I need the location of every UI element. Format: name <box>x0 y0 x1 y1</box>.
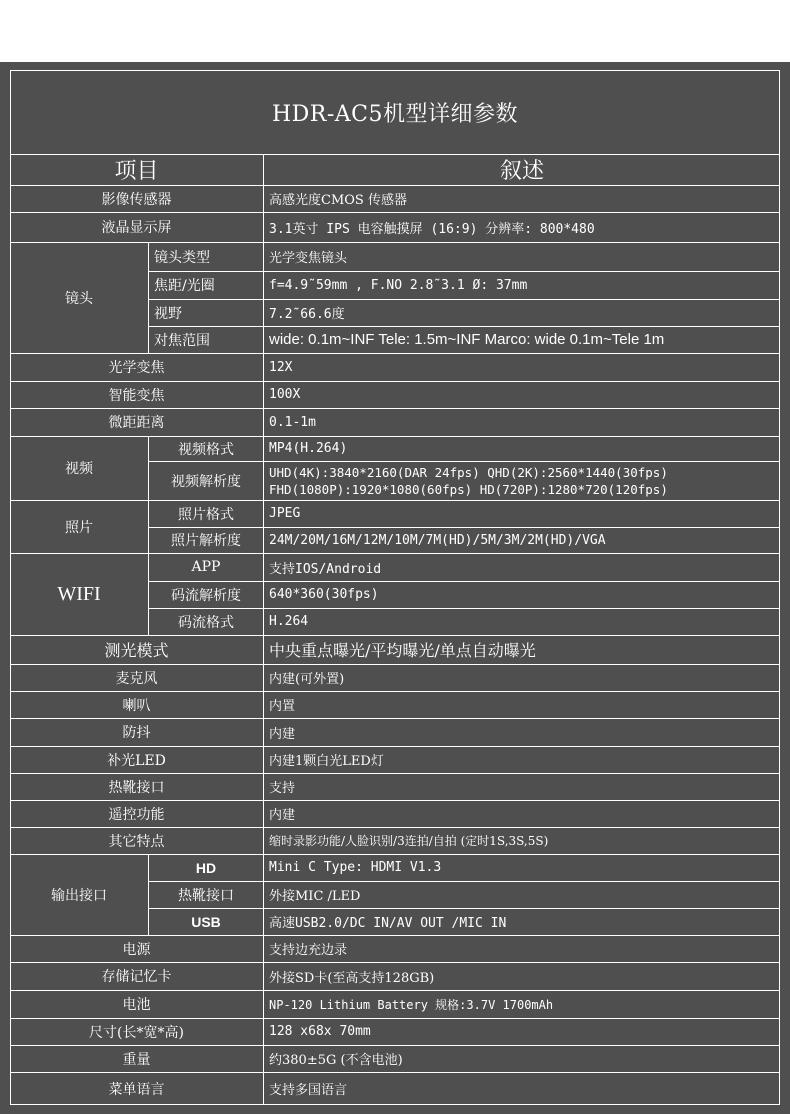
value-image-sensor: 高感光度CMOS 传感器 <box>269 193 407 208</box>
label-stream-resolution: 码流解析度 <box>171 587 241 604</box>
value-output-usb: 高速USB2.0/DC IN/AV OUT /MIC IN <box>269 916 507 931</box>
label-smart-zoom: 智能变焦 <box>108 387 165 404</box>
label-stabilizer: 防抖 <box>122 725 151 741</box>
label-wifi-app: APP <box>191 559 221 575</box>
column-header-description: 叙述 <box>499 159 544 184</box>
value-lcd: 3.1英寸 IPS 电容触摸屏 (16:9) 分辨率: 800*480 <box>269 221 595 237</box>
value-weight: 约380±5G (不含电池) <box>269 1053 403 1068</box>
label-image-sensor: 影像传感器 <box>101 191 172 208</box>
label-photo-resolution: 照片解析度 <box>171 533 241 549</box>
value-photo-resolution: 24M/20M/16M/12M/10M/7M(HD)/5M/3M/2M(HD)/VGA <box>269 532 606 548</box>
value-battery: NP-120 Lithium Battery 规格:3.7V 1700mAh <box>269 997 554 1012</box>
label-macro-distance: 微距距离 <box>108 415 165 431</box>
label-other-features: 其它特点 <box>108 833 165 850</box>
value-menu-language: 支持多国语言 <box>269 1083 348 1098</box>
value-stabilizer: 内建 <box>269 726 296 742</box>
value-macro-distance: 0.1-1m <box>269 414 316 430</box>
label-stream-format: 码流格式 <box>178 614 234 631</box>
label-focus-range: 对焦范围 <box>154 332 210 349</box>
label-speaker: 喇叭 <box>122 697 151 714</box>
value-hot-shoe: 支持 <box>269 781 296 796</box>
label-weight: 重量 <box>122 1051 151 1068</box>
video-resolution-line-1: UHD(4K):3840*2160(DAR 24fps) QHD(2K):2560*1440(30fps) <box>269 464 668 480</box>
value-fill-light: 内建1颗白光LED灯 <box>269 754 384 769</box>
value-photo-format: JPEG <box>269 506 301 521</box>
value-memory-card: 外接SD卡(至高支持128GB) <box>269 970 435 986</box>
label-battery: 电池 <box>122 997 151 1013</box>
value-microphone: 内建(可外置) <box>269 672 345 687</box>
value-optical-zoom: 12X <box>269 359 293 375</box>
label-output-usb: USB <box>191 913 221 930</box>
label-power: 电源 <box>122 941 151 958</box>
label-fill-light: 补光LED <box>107 752 166 769</box>
label-photo-format: 照片格式 <box>178 506 234 523</box>
label-field-of-view: 视野 <box>154 305 182 322</box>
label-memory-card: 存储记忆卡 <box>101 969 172 985</box>
value-dimensions: 128 x68x 70mm <box>269 1024 371 1039</box>
label-video-format: 视频格式 <box>178 441 234 458</box>
value-other-features: 缩时录影功能/人脸识别/3连拍/自拍 (定时1S,3S,5S) <box>269 834 549 848</box>
label-lcd: 液晶显示屏 <box>101 220 172 236</box>
label-photo: 照片 <box>65 519 93 536</box>
value-lens-type: 光学变焦镜头 <box>269 251 348 266</box>
label-remote-control: 遥控功能 <box>108 806 165 823</box>
label-menu-language: 菜单语言 <box>108 1081 165 1098</box>
value-video-format: MP4(H.264) <box>269 441 348 456</box>
value-output-hd: Mini C Type: HDMI V1.3 <box>269 860 442 875</box>
value-smart-zoom: 100X <box>269 387 301 402</box>
value-output-hot-shoe: 外接MIC /LED <box>269 889 361 904</box>
label-video: 视频 <box>65 461 93 477</box>
label-wifi: WIFI <box>57 582 101 605</box>
label-dimensions: 尺寸(长*宽*高) <box>89 1024 184 1041</box>
value-video-resolution <box>264 461 780 500</box>
label-video-resolution: 视频解析度 <box>171 473 241 490</box>
label-output-hot-shoe: 热靴接口 <box>178 887 234 904</box>
value-remote-control: 内建 <box>269 808 296 823</box>
label-optical-zoom: 光学变焦 <box>108 360 165 376</box>
label-lens: 镜头 <box>65 290 93 307</box>
label-lens-type: 镜头类型 <box>154 249 210 266</box>
value-wifi-app: 支持IOS/Android <box>269 561 382 577</box>
label-output-hd: HD <box>195 859 217 876</box>
value-stream-format: H.264 <box>269 614 309 629</box>
value-power: 支持边充边录 <box>269 943 348 958</box>
label-microphone: 麦克风 <box>115 670 158 687</box>
label-metering: 测光模式 <box>104 641 169 660</box>
value-speaker: 内置 <box>269 699 296 714</box>
column-header-item: 项目 <box>114 159 159 184</box>
value-stream-resolution: 640*360(30fps) <box>269 587 379 602</box>
label-output-interface: 输出接口 <box>51 887 107 904</box>
value-focal-aperture: f=4.9˜59mm , F.NO 2.8˜3.1 Ø: 37mm <box>269 277 528 293</box>
value-focus-range: wide: 0.1m~INF Tele: 1.5m~INF Marco: wide 0.1m~Tele 1m <box>269 331 665 348</box>
value-metering: 中央重点曝光/平均曝光/单点自动曝光 <box>269 641 536 660</box>
value-field-of-view: 7.2˜66.6度 <box>269 307 345 322</box>
page-title: HDR-AC5机型详细参数 <box>271 101 519 127</box>
video-resolution-line-2: FHD(1080P):1920*1080(60fps) HD(720P):1280*720(120fps) <box>269 481 668 497</box>
label-hot-shoe: 热靴接口 <box>108 779 165 796</box>
label-focal-aperture: 焦距/光圈 <box>154 278 215 294</box>
